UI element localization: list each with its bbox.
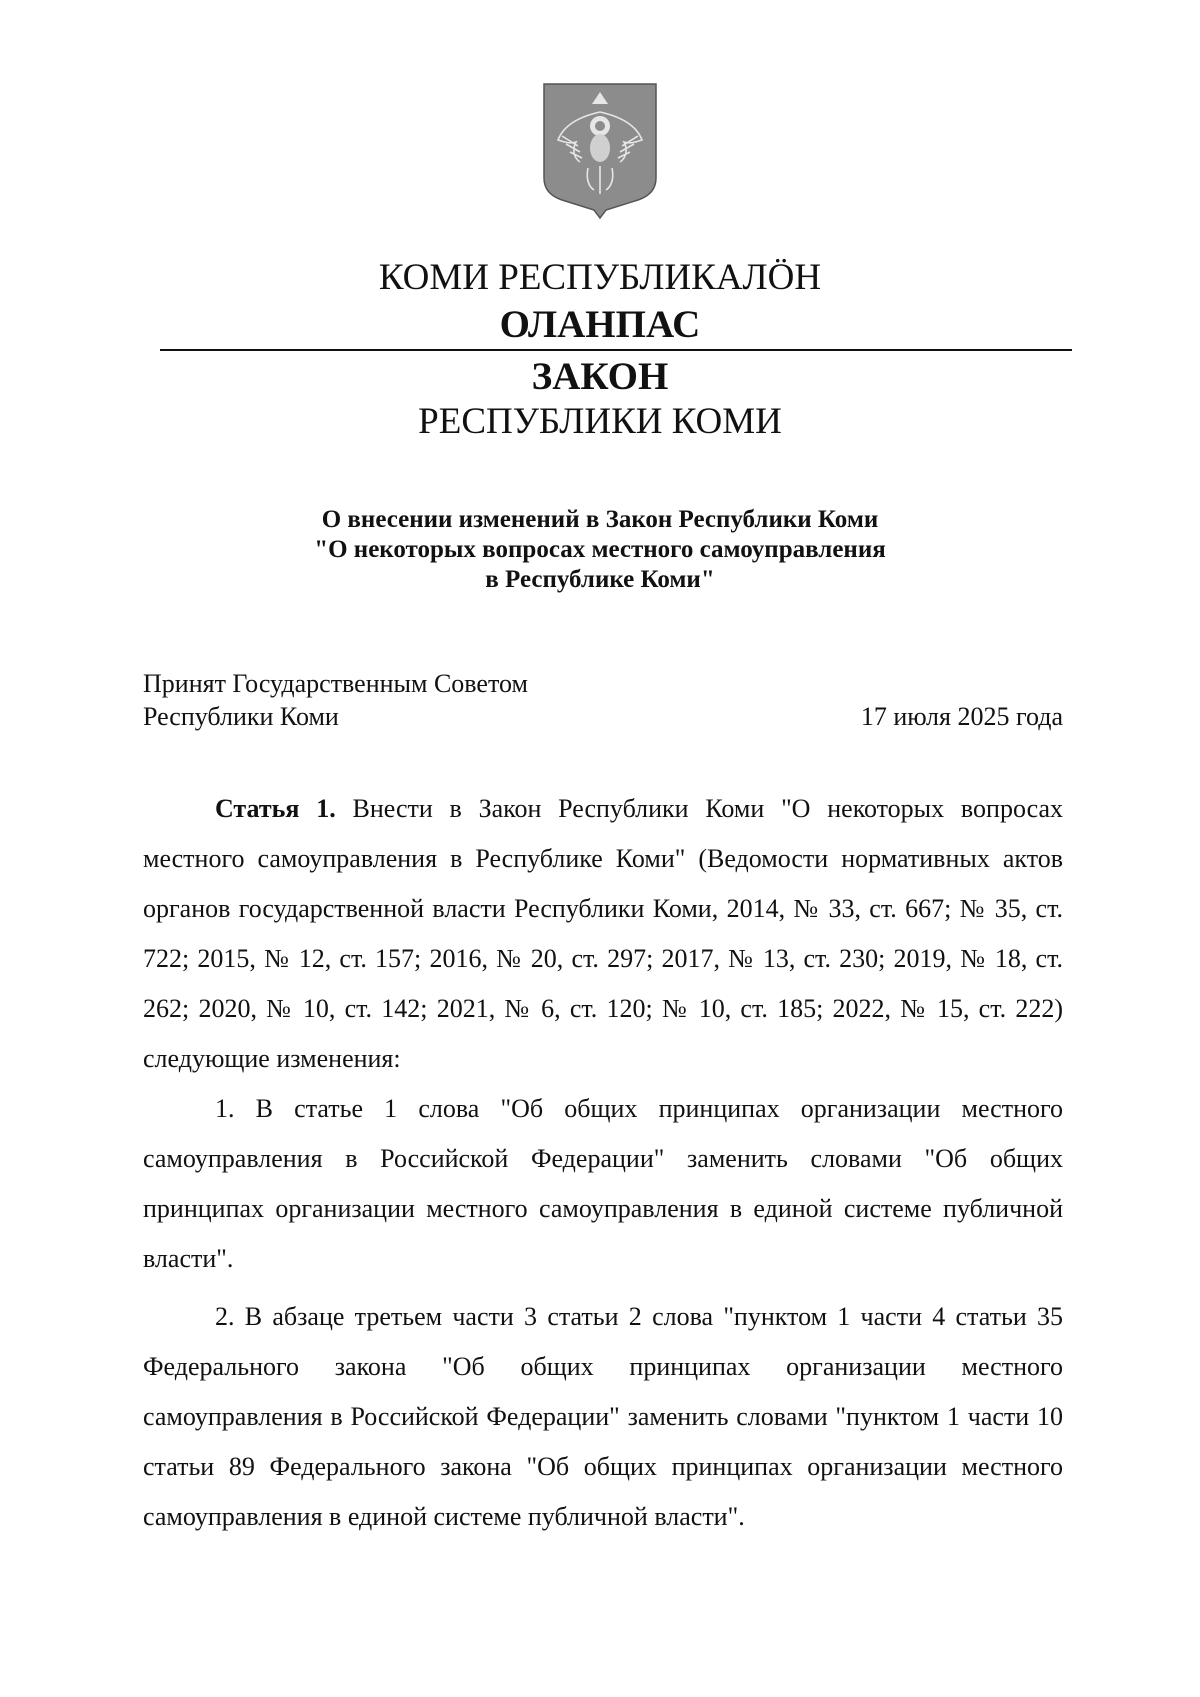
header-divider (160, 349, 1072, 351)
adoption-block (143, 667, 1063, 733)
adoption-line-2: Республики Коми (143, 702, 339, 731)
article-1-item: 2. В абзаце третьем части 3 статьи 2 слова "пунктом 1 части 4 статьи 35 Федерального закона "Об общих принципах организации местного самоуправления в Российской Федерации" заменить словами "пунктом 1 части 10 статьи 89 Федерального закона "Об общих принципах организации местного самоуправления в единой системе публичной власти". (143, 1302, 1063, 1531)
law-title (0, 505, 1200, 595)
header-komi-line: КОМИ РЕСПУБЛИКАЛӦН (378, 257, 822, 298)
law-title-line: "О некоторых вопросах местного самоуправления (314, 536, 886, 563)
article-1-label: Статья 1. (215, 794, 336, 823)
law-title-line: О внесении изменений в Закон Республики Коми (321, 506, 879, 533)
adoption-line-1: Принят Государственным Советом (143, 669, 528, 698)
header-republic-line: РЕСПУБЛИКИ КОМИ (418, 401, 782, 442)
law-title-line: в Республике Коми" (485, 566, 715, 593)
adoption-date: 17 июля 2025 года (860, 702, 1063, 731)
header-olanpas: ОЛАНПАС (499, 303, 701, 346)
article-1-item: 1. В статье 1 слова "Об общих принципах организации местного самоуправления в Российской Федерации" заменить словами "Об общих принципах организации местного самоуправления в единой системе публичной власти". (143, 1094, 1063, 1273)
article-1-intro (143, 784, 1063, 1084)
coat-of-arms-icon (542, 82, 658, 220)
article-1-intro-text: Внести в Закон Республики Коми "О некоторых вопросах местного самоуправления в Республике Коми" (Ведомости нормативных актов органов государственной власти Республики Коми, 2014, № 33, ст. 667; № 35, ст. 722; 2015, № 12, ст. 157; 2016, № 20, ст. 297; 2017, № 13, ст. 230; 2019, № 18, ст. 262; 2020, № 10, ст. 142; 2021, № 6, ст. 120; № 10, ст. 185; 2022, № 15, ст. 222) следующие изменения: (143, 794, 1063, 1073)
article-1 (143, 784, 1063, 1542)
header-zakon: ЗАКОН (531, 355, 669, 398)
